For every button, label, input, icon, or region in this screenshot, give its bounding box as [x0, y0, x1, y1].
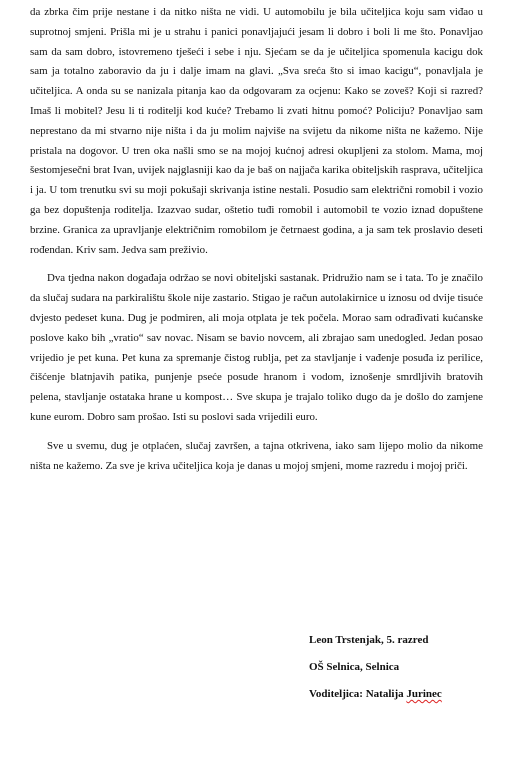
teacher-surname: Jurinec — [406, 688, 442, 700]
paragraph-2: Dva tjedna nakon događaja održao se novi obiteljski sastanak. Pridružio nam se i tata. To je značilo da slučaj sudara na parkiralištu škole nije zastario. Stigao je račun autolakirnice u iznosu od dvije tisuće dvjesto pedeset kuna. Dug je podmiren, ali moja otplata je tek počela. Morao sam odrađivati kućanske poslove kako bih „vratio“ sav novac. Nisam se bavio novcem, ali zbrajao sam unedogled. Jedan posao vrijedio je pet kuna. Pet kuna za spremanje čistog rublja, pet za stavljanje i vađenje posuđa iz perilice, čišćenje blatnjavih patika, punjenje pseće posude hranom i vodom, iznošenje smrdljivih bratovih pelena, stavljanje ostataka hrane u kompost… Sve skupa je trajalo toliko dugo da je došlo do zamjene kune eurom. Dobro sam prošao. Isti su poslovi sada vrijedili euro. — [30, 272, 483, 423]
school-line: OŠ Selnica, Selnica — [309, 661, 400, 673]
teacher-label: Voditeljica: Natalija — [309, 688, 407, 700]
paragraph-1: da zbrka čim prije nestane i da nitko ništa ne vidi. U automobilu je bila učiteljica koju sam viđao u suprotnoj smjeni. Prišla mi je u strahu i panici ponavljajući jesam li dobro i boli li me što. Ponavljao sam da sam dobro, istovremeno tješeći i sebe i nju. Sjećam se da je učiteljica spomenula kacigu dok sam ja totalno zaboravio da ju i dalje imam na glavi. „Sva sreća što si imao kacigu“, ponavljala je učiteljica. A onda su se nanizala pitanja kao da odgovaram za ocjenu: Kako se zoveš? Koji si razred? Imaš li mobitel? Jesu li ti roditelji kod kuće? Trebamo li zvati hitnu pomoć? Policiju? Ponavljao sam neprestano da mi stvarno nije ništa i da ju molim najviše na svijetu da nikome ništa ne kažemo. Nije pristala na dogovor. U tren oka našli smo se na mojoj kućnoj adresi okupljeni za stolom. Mama, moj šestomjesečni brat Ivan, uvijek najglasniji kao da je baš on najjača karika obiteljskih rasprava, učiteljica i ja. U tom trenutku svi su moji pokušaji skrivanja istine nestali. Posudio sam električni romobil i vozio ga bez dopuštenja roditelja. Izazvao sudar, oštetio tuđi romobil i automobil te vozio iznad dopuštene brzine. Granica za upravljanje električnim romobilom je četrnaest godina, a ja sam tek proslavio deseti rođendan. Kriv sam. Jedva sam preživio. — [30, 6, 484, 256]
teacher-line — [309, 684, 442, 711]
story-text — [30, 3, 483, 485]
signature-block — [309, 630, 442, 711]
author-line: Leon Trstenjak, 5. razred — [309, 634, 429, 646]
paragraph-3: Sve u svemu, dug je otplaćen, slučaj završen, a tajna otkrivena, iako sam lijepo molio da nikome ništa ne kažemo. Za sve je kriva učiteljica koja je danas u mojoj smjeni, mome razredu i mojoj priči. — [30, 439, 483, 472]
